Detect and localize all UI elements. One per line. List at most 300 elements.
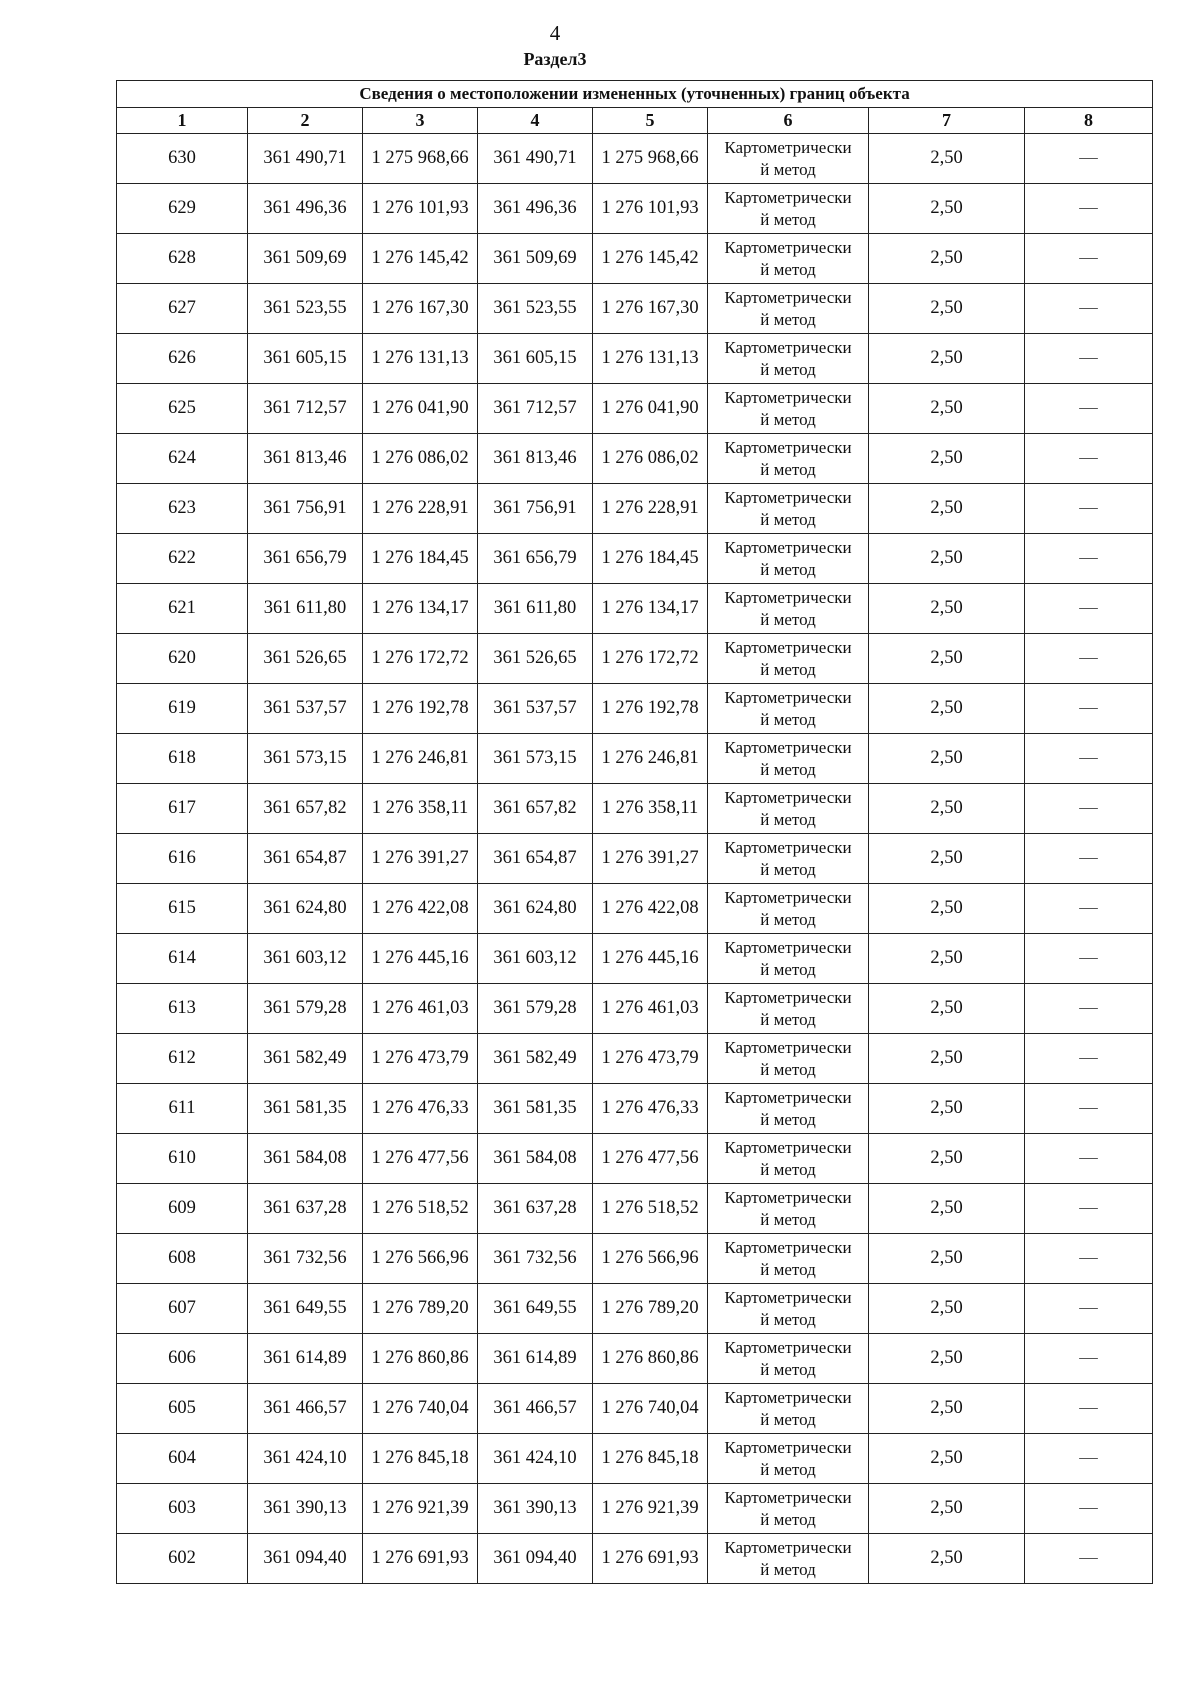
method-cell [708, 1134, 869, 1184]
existing-y-cell: 1 276 740,04 [363, 1384, 478, 1434]
method-cell [708, 134, 869, 184]
refined-x-cell: 361 496,36 [478, 184, 593, 234]
existing-y-cell: 1 276 192,78 [363, 684, 478, 734]
table-row [117, 1484, 1153, 1534]
note-cell: — [1025, 1384, 1153, 1434]
refined-y-cell: 1 276 422,08 [593, 884, 708, 934]
existing-y-cell: 1 276 518,52 [363, 1184, 478, 1234]
precision-cell: 2,50 [869, 934, 1025, 984]
refined-x-cell: 361 509,69 [478, 234, 593, 284]
existing-y-cell: 1 276 445,16 [363, 934, 478, 984]
table-row [117, 384, 1153, 434]
refined-x-cell: 361 490,71 [478, 134, 593, 184]
refined-y-cell: 1 275 968,66 [593, 134, 708, 184]
section-title: Раздел3 [523, 49, 587, 69]
existing-y-cell: 1 276 086,02 [363, 434, 478, 484]
note-cell: — [1025, 1334, 1153, 1384]
existing-x-cell: 361 712,57 [248, 384, 363, 434]
precision-cell: 2,50 [869, 434, 1025, 484]
existing-x-cell: 361 526,65 [248, 634, 363, 684]
method-text-line1: Картометрически [724, 1337, 852, 1357]
method-cell [708, 934, 869, 984]
existing-x-cell: 361 637,28 [248, 1184, 363, 1234]
refined-y-cell: 1 276 086,02 [593, 434, 708, 484]
note-cell: — [1025, 434, 1153, 484]
refined-y-cell: 1 276 041,90 [593, 384, 708, 434]
point-number-cell: 607 [117, 1284, 248, 1334]
refined-y-cell: 1 276 192,78 [593, 684, 708, 734]
method-text-line1: Картометрически [724, 637, 852, 657]
method-text-line1: Картометрически [724, 1287, 852, 1307]
method-text-line1: Картометрически [724, 487, 852, 507]
method-text-line2: й метод [760, 959, 816, 979]
method-text-line1: Картометрически [724, 587, 852, 607]
column-header: 6 [708, 108, 869, 134]
refined-y-cell: 1 276 691,93 [593, 1534, 708, 1584]
method-text-line2: й метод [760, 1159, 816, 1179]
method-text-line1: Картометрически [724, 537, 852, 557]
method-text-line2: й метод [760, 609, 816, 629]
page-number: 4 [549, 21, 561, 45]
table-body [117, 134, 1153, 1584]
note-cell: — [1025, 534, 1153, 584]
precision-cell: 2,50 [869, 234, 1025, 284]
precision-cell: 2,50 [869, 1384, 1025, 1434]
column-header: 8 [1025, 108, 1153, 134]
existing-x-cell: 361 573,15 [248, 734, 363, 784]
method-text-line1: Картометрически [724, 1237, 852, 1257]
method-text-line2: й метод [760, 409, 816, 429]
method-text-line1: Картометрически [724, 887, 852, 907]
precision-cell: 2,50 [869, 1284, 1025, 1334]
method-text-line2: й метод [760, 1559, 816, 1579]
note-cell: — [1025, 284, 1153, 334]
precision-cell: 2,50 [869, 384, 1025, 434]
refined-x-cell: 361 581,35 [478, 1084, 593, 1134]
point-number-cell: 621 [117, 584, 248, 634]
method-cell [708, 684, 869, 734]
point-number-cell: 612 [117, 1034, 248, 1084]
method-cell [708, 1384, 869, 1434]
method-text-line2: й метод [760, 1309, 816, 1329]
point-number-cell: 614 [117, 934, 248, 984]
table-row [117, 884, 1153, 934]
refined-y-cell: 1 276 184,45 [593, 534, 708, 584]
method-cell [708, 734, 869, 784]
note-cell: — [1025, 584, 1153, 634]
precision-cell: 2,50 [869, 1234, 1025, 1284]
refined-x-cell: 361 732,56 [478, 1234, 593, 1284]
refined-x-cell: 361 637,28 [478, 1184, 593, 1234]
precision-cell: 2,50 [869, 184, 1025, 234]
table-row [117, 334, 1153, 384]
method-text-line2: й метод [760, 1259, 816, 1279]
existing-x-cell: 361 657,82 [248, 784, 363, 834]
precision-cell: 2,50 [869, 634, 1025, 684]
method-text-line2: й метод [760, 459, 816, 479]
method-text-line1: Картометрически [724, 387, 852, 407]
note-cell: — [1025, 884, 1153, 934]
method-cell [708, 184, 869, 234]
method-cell [708, 634, 869, 684]
point-number-cell: 619 [117, 684, 248, 734]
method-cell [708, 1084, 869, 1134]
note-cell: — [1025, 1484, 1153, 1534]
existing-y-cell: 1 276 167,30 [363, 284, 478, 334]
point-number-cell: 615 [117, 884, 248, 934]
refined-x-cell: 361 603,12 [478, 934, 593, 984]
column-header: 4 [478, 108, 593, 134]
note-cell: — [1025, 1234, 1153, 1284]
point-number-cell: 602 [117, 1534, 248, 1584]
table-row [117, 934, 1153, 984]
table-row [117, 1234, 1153, 1284]
table-row [117, 684, 1153, 734]
point-number-cell: 608 [117, 1234, 248, 1284]
precision-cell: 2,50 [869, 1534, 1025, 1584]
existing-x-cell: 361 614,89 [248, 1334, 363, 1384]
method-text-line1: Картометрически [724, 937, 852, 957]
column-header: 3 [363, 108, 478, 134]
refined-y-cell: 1 276 358,11 [593, 784, 708, 834]
refined-y-cell: 1 276 860,86 [593, 1334, 708, 1384]
existing-x-cell: 361 094,40 [248, 1534, 363, 1584]
existing-y-cell: 1 276 461,03 [363, 984, 478, 1034]
precision-cell: 2,50 [869, 1084, 1025, 1134]
existing-y-cell: 1 276 860,86 [363, 1334, 478, 1384]
existing-y-cell: 1 276 473,79 [363, 1034, 478, 1084]
refined-x-cell: 361 756,91 [478, 484, 593, 534]
refined-x-cell: 361 657,82 [478, 784, 593, 834]
refined-y-cell: 1 276 228,91 [593, 484, 708, 534]
existing-y-cell: 1 276 184,45 [363, 534, 478, 584]
method-cell [708, 784, 869, 834]
method-cell [708, 484, 869, 534]
method-text-line2: й метод [760, 509, 816, 529]
table-row [117, 1184, 1153, 1234]
method-cell [708, 1534, 869, 1584]
method-text-line1: Картометрически [724, 1187, 852, 1207]
column-header: 7 [869, 108, 1025, 134]
note-cell: — [1025, 1434, 1153, 1484]
method-text-line2: й метод [760, 1359, 816, 1379]
point-number-cell: 623 [117, 484, 248, 534]
point-number-cell: 624 [117, 434, 248, 484]
precision-cell: 2,50 [869, 1484, 1025, 1534]
existing-x-cell: 361 390,13 [248, 1484, 363, 1534]
point-number-cell: 603 [117, 1484, 248, 1534]
note-cell: — [1025, 734, 1153, 784]
existing-x-cell: 361 490,71 [248, 134, 363, 184]
note-cell: — [1025, 934, 1153, 984]
refined-x-cell: 361 573,15 [478, 734, 593, 784]
table-row [117, 1034, 1153, 1084]
point-number-cell: 630 [117, 134, 248, 184]
refined-x-cell: 361 584,08 [478, 1134, 593, 1184]
precision-cell: 2,50 [869, 1184, 1025, 1234]
method-text-line1: Картометрически [724, 1437, 852, 1457]
existing-y-cell: 1 276 145,42 [363, 234, 478, 284]
refined-x-cell: 361 649,55 [478, 1284, 593, 1334]
precision-cell: 2,50 [869, 534, 1025, 584]
existing-y-cell: 1 276 228,91 [363, 484, 478, 534]
note-cell: — [1025, 1534, 1153, 1584]
note-cell: — [1025, 234, 1153, 284]
point-number-cell: 606 [117, 1334, 248, 1384]
refined-x-cell: 361 523,55 [478, 284, 593, 334]
method-text-line2: й метод [760, 359, 816, 379]
refined-y-cell: 1 276 845,18 [593, 1434, 708, 1484]
precision-cell: 2,50 [869, 134, 1025, 184]
method-text-line2: й метод [760, 859, 816, 879]
refined-x-cell: 361 656,79 [478, 534, 593, 584]
method-text-line2: й метод [760, 1509, 816, 1529]
point-number-cell: 613 [117, 984, 248, 1034]
note-cell: — [1025, 684, 1153, 734]
refined-x-cell: 361 424,10 [478, 1434, 593, 1484]
table-row [117, 1334, 1153, 1384]
refined-y-cell: 1 276 172,72 [593, 634, 708, 684]
method-text-line1: Картометрически [724, 687, 852, 707]
refined-x-cell: 361 611,80 [478, 584, 593, 634]
precision-cell: 2,50 [869, 784, 1025, 834]
refined-y-cell: 1 276 145,42 [593, 234, 708, 284]
method-text-line1: Картометрически [724, 987, 852, 1007]
method-text-line2: й метод [760, 209, 816, 229]
table-row [117, 1434, 1153, 1484]
method-text-line1: Картометрически [724, 337, 852, 357]
table-row [117, 734, 1153, 784]
existing-y-cell: 1 276 041,90 [363, 384, 478, 434]
table-row [117, 584, 1153, 634]
note-cell: — [1025, 1134, 1153, 1184]
point-number-cell: 609 [117, 1184, 248, 1234]
method-text-line2: й метод [760, 709, 816, 729]
refined-y-cell: 1 276 134,17 [593, 584, 708, 634]
method-text-line2: й метод [760, 1009, 816, 1029]
point-number-cell: 616 [117, 834, 248, 884]
method-cell [708, 1284, 869, 1334]
method-cell [708, 1234, 869, 1284]
point-number-cell: 610 [117, 1134, 248, 1184]
refined-x-cell: 361 813,46 [478, 434, 593, 484]
refined-x-cell: 361 537,57 [478, 684, 593, 734]
table-row [117, 1084, 1153, 1134]
refined-x-cell: 361 654,87 [478, 834, 593, 884]
refined-y-cell: 1 276 476,33 [593, 1084, 708, 1134]
method-text-line1: Картометрически [724, 287, 852, 307]
method-text-line2: й метод [760, 559, 816, 579]
refined-x-cell: 361 582,49 [478, 1034, 593, 1084]
refined-y-cell: 1 276 246,81 [593, 734, 708, 784]
method-text-line2: й метод [760, 259, 816, 279]
existing-x-cell: 361 582,49 [248, 1034, 363, 1084]
existing-y-cell: 1 276 789,20 [363, 1284, 478, 1334]
method-cell [708, 584, 869, 634]
note-cell: — [1025, 834, 1153, 884]
refined-y-cell: 1 276 921,39 [593, 1484, 708, 1534]
table-row [117, 834, 1153, 884]
note-cell: — [1025, 634, 1153, 684]
method-cell [708, 834, 869, 884]
note-cell: — [1025, 1184, 1153, 1234]
table-row [117, 534, 1153, 584]
precision-cell: 2,50 [869, 734, 1025, 784]
existing-y-cell: 1 276 422,08 [363, 884, 478, 934]
precision-cell: 2,50 [869, 284, 1025, 334]
refined-y-cell: 1 276 445,16 [593, 934, 708, 984]
refined-y-cell: 1 276 473,79 [593, 1034, 708, 1084]
existing-y-cell: 1 276 921,39 [363, 1484, 478, 1534]
method-cell [708, 534, 869, 584]
refined-y-cell: 1 276 131,13 [593, 334, 708, 384]
table-caption: Сведения о местоположении измененных (уточненных) границ объекта [117, 81, 1153, 108]
refined-x-cell: 361 579,28 [478, 984, 593, 1034]
existing-y-cell: 1 276 358,11 [363, 784, 478, 834]
precision-cell: 2,50 [869, 1334, 1025, 1384]
table-row [117, 284, 1153, 334]
point-number-cell: 604 [117, 1434, 248, 1484]
existing-x-cell: 361 424,10 [248, 1434, 363, 1484]
point-number-cell: 625 [117, 384, 248, 434]
method-text-line1: Картометрически [724, 837, 852, 857]
existing-y-cell: 1 276 845,18 [363, 1434, 478, 1484]
method-text-line1: Картометрически [724, 1487, 852, 1507]
refined-x-cell: 361 624,80 [478, 884, 593, 934]
existing-x-cell: 361 496,36 [248, 184, 363, 234]
point-number-cell: 605 [117, 1384, 248, 1434]
table-row [117, 1534, 1153, 1584]
method-text-line1: Картометрически [724, 137, 852, 157]
method-text-line2: й метод [760, 309, 816, 329]
existing-x-cell: 361 509,69 [248, 234, 363, 284]
refined-y-cell: 1 276 101,93 [593, 184, 708, 234]
method-text-line2: й метод [760, 1109, 816, 1129]
point-number-cell: 629 [117, 184, 248, 234]
existing-y-cell: 1 276 101,93 [363, 184, 478, 234]
method-text-line1: Картометрически [724, 237, 852, 257]
table-row [117, 1384, 1153, 1434]
refined-x-cell: 361 094,40 [478, 1534, 593, 1584]
existing-y-cell: 1 276 246,81 [363, 734, 478, 784]
note-cell: — [1025, 484, 1153, 534]
existing-x-cell: 361 584,08 [248, 1134, 363, 1184]
method-text-line2: й метод [760, 159, 816, 179]
table-row [117, 234, 1153, 284]
existing-y-cell: 1 275 968,66 [363, 134, 478, 184]
method-cell [708, 1434, 869, 1484]
refined-y-cell: 1 276 789,20 [593, 1284, 708, 1334]
table-row [117, 984, 1153, 1034]
method-cell [708, 1184, 869, 1234]
table-row [117, 634, 1153, 684]
refined-x-cell: 361 614,89 [478, 1334, 593, 1384]
existing-y-cell: 1 276 477,56 [363, 1134, 478, 1184]
existing-x-cell: 361 603,12 [248, 934, 363, 984]
existing-x-cell: 361 656,79 [248, 534, 363, 584]
refined-y-cell: 1 276 391,27 [593, 834, 708, 884]
column-header: 2 [248, 108, 363, 134]
point-number-cell: 622 [117, 534, 248, 584]
method-text-line2: й метод [760, 659, 816, 679]
note-cell: — [1025, 184, 1153, 234]
refined-x-cell: 361 605,15 [478, 334, 593, 384]
method-text-line2: й метод [760, 1459, 816, 1479]
method-text-line1: Картометрически [724, 1087, 852, 1107]
method-text-line1: Картометрически [724, 1137, 852, 1157]
method-cell [708, 1334, 869, 1384]
existing-x-cell: 361 611,80 [248, 584, 363, 634]
precision-cell: 2,50 [869, 584, 1025, 634]
table-row [117, 484, 1153, 534]
note-cell: — [1025, 1084, 1153, 1134]
refined-y-cell: 1 276 477,56 [593, 1134, 708, 1184]
method-text-line1: Картометрически [724, 1537, 852, 1557]
refined-y-cell: 1 276 740,04 [593, 1384, 708, 1434]
note-cell: — [1025, 1284, 1153, 1334]
refined-x-cell: 361 526,65 [478, 634, 593, 684]
method-cell [708, 1034, 869, 1084]
note-cell: — [1025, 134, 1153, 184]
existing-x-cell: 361 732,56 [248, 1234, 363, 1284]
coordinates-table [116, 80, 1153, 1584]
method-cell [708, 334, 869, 384]
method-text-line2: й метод [760, 809, 816, 829]
existing-y-cell: 1 276 131,13 [363, 334, 478, 384]
precision-cell: 2,50 [869, 1034, 1025, 1084]
precision-cell: 2,50 [869, 1134, 1025, 1184]
precision-cell: 2,50 [869, 1434, 1025, 1484]
precision-cell: 2,50 [869, 684, 1025, 734]
table-header-row [117, 108, 1153, 134]
existing-x-cell: 361 579,28 [248, 984, 363, 1034]
column-header: 1 [117, 108, 248, 134]
existing-y-cell: 1 276 566,96 [363, 1234, 478, 1284]
precision-cell: 2,50 [869, 484, 1025, 534]
refined-y-cell: 1 276 518,52 [593, 1184, 708, 1234]
existing-x-cell: 361 537,57 [248, 684, 363, 734]
precision-cell: 2,50 [869, 984, 1025, 1034]
existing-x-cell: 361 649,55 [248, 1284, 363, 1334]
method-text-line1: Картометрически [724, 787, 852, 807]
point-number-cell: 626 [117, 334, 248, 384]
precision-cell: 2,50 [869, 334, 1025, 384]
existing-x-cell: 361 654,87 [248, 834, 363, 884]
point-number-cell: 628 [117, 234, 248, 284]
note-cell: — [1025, 1034, 1153, 1084]
table-row [117, 434, 1153, 484]
column-header: 5 [593, 108, 708, 134]
refined-y-cell: 1 276 167,30 [593, 284, 708, 334]
refined-x-cell: 361 390,13 [478, 1484, 593, 1534]
method-cell [708, 234, 869, 284]
point-number-cell: 627 [117, 284, 248, 334]
point-number-cell: 611 [117, 1084, 248, 1134]
existing-x-cell: 361 466,57 [248, 1384, 363, 1434]
method-text-line1: Картометрически [724, 1037, 852, 1057]
refined-y-cell: 1 276 461,03 [593, 984, 708, 1034]
table-row [117, 1284, 1153, 1334]
method-cell [708, 984, 869, 1034]
point-number-cell: 618 [117, 734, 248, 784]
table-row [117, 134, 1153, 184]
method-cell [708, 434, 869, 484]
existing-x-cell: 361 813,46 [248, 434, 363, 484]
point-number-cell: 620 [117, 634, 248, 684]
point-number-cell: 617 [117, 784, 248, 834]
existing-x-cell: 361 581,35 [248, 1084, 363, 1134]
existing-x-cell: 361 605,15 [248, 334, 363, 384]
